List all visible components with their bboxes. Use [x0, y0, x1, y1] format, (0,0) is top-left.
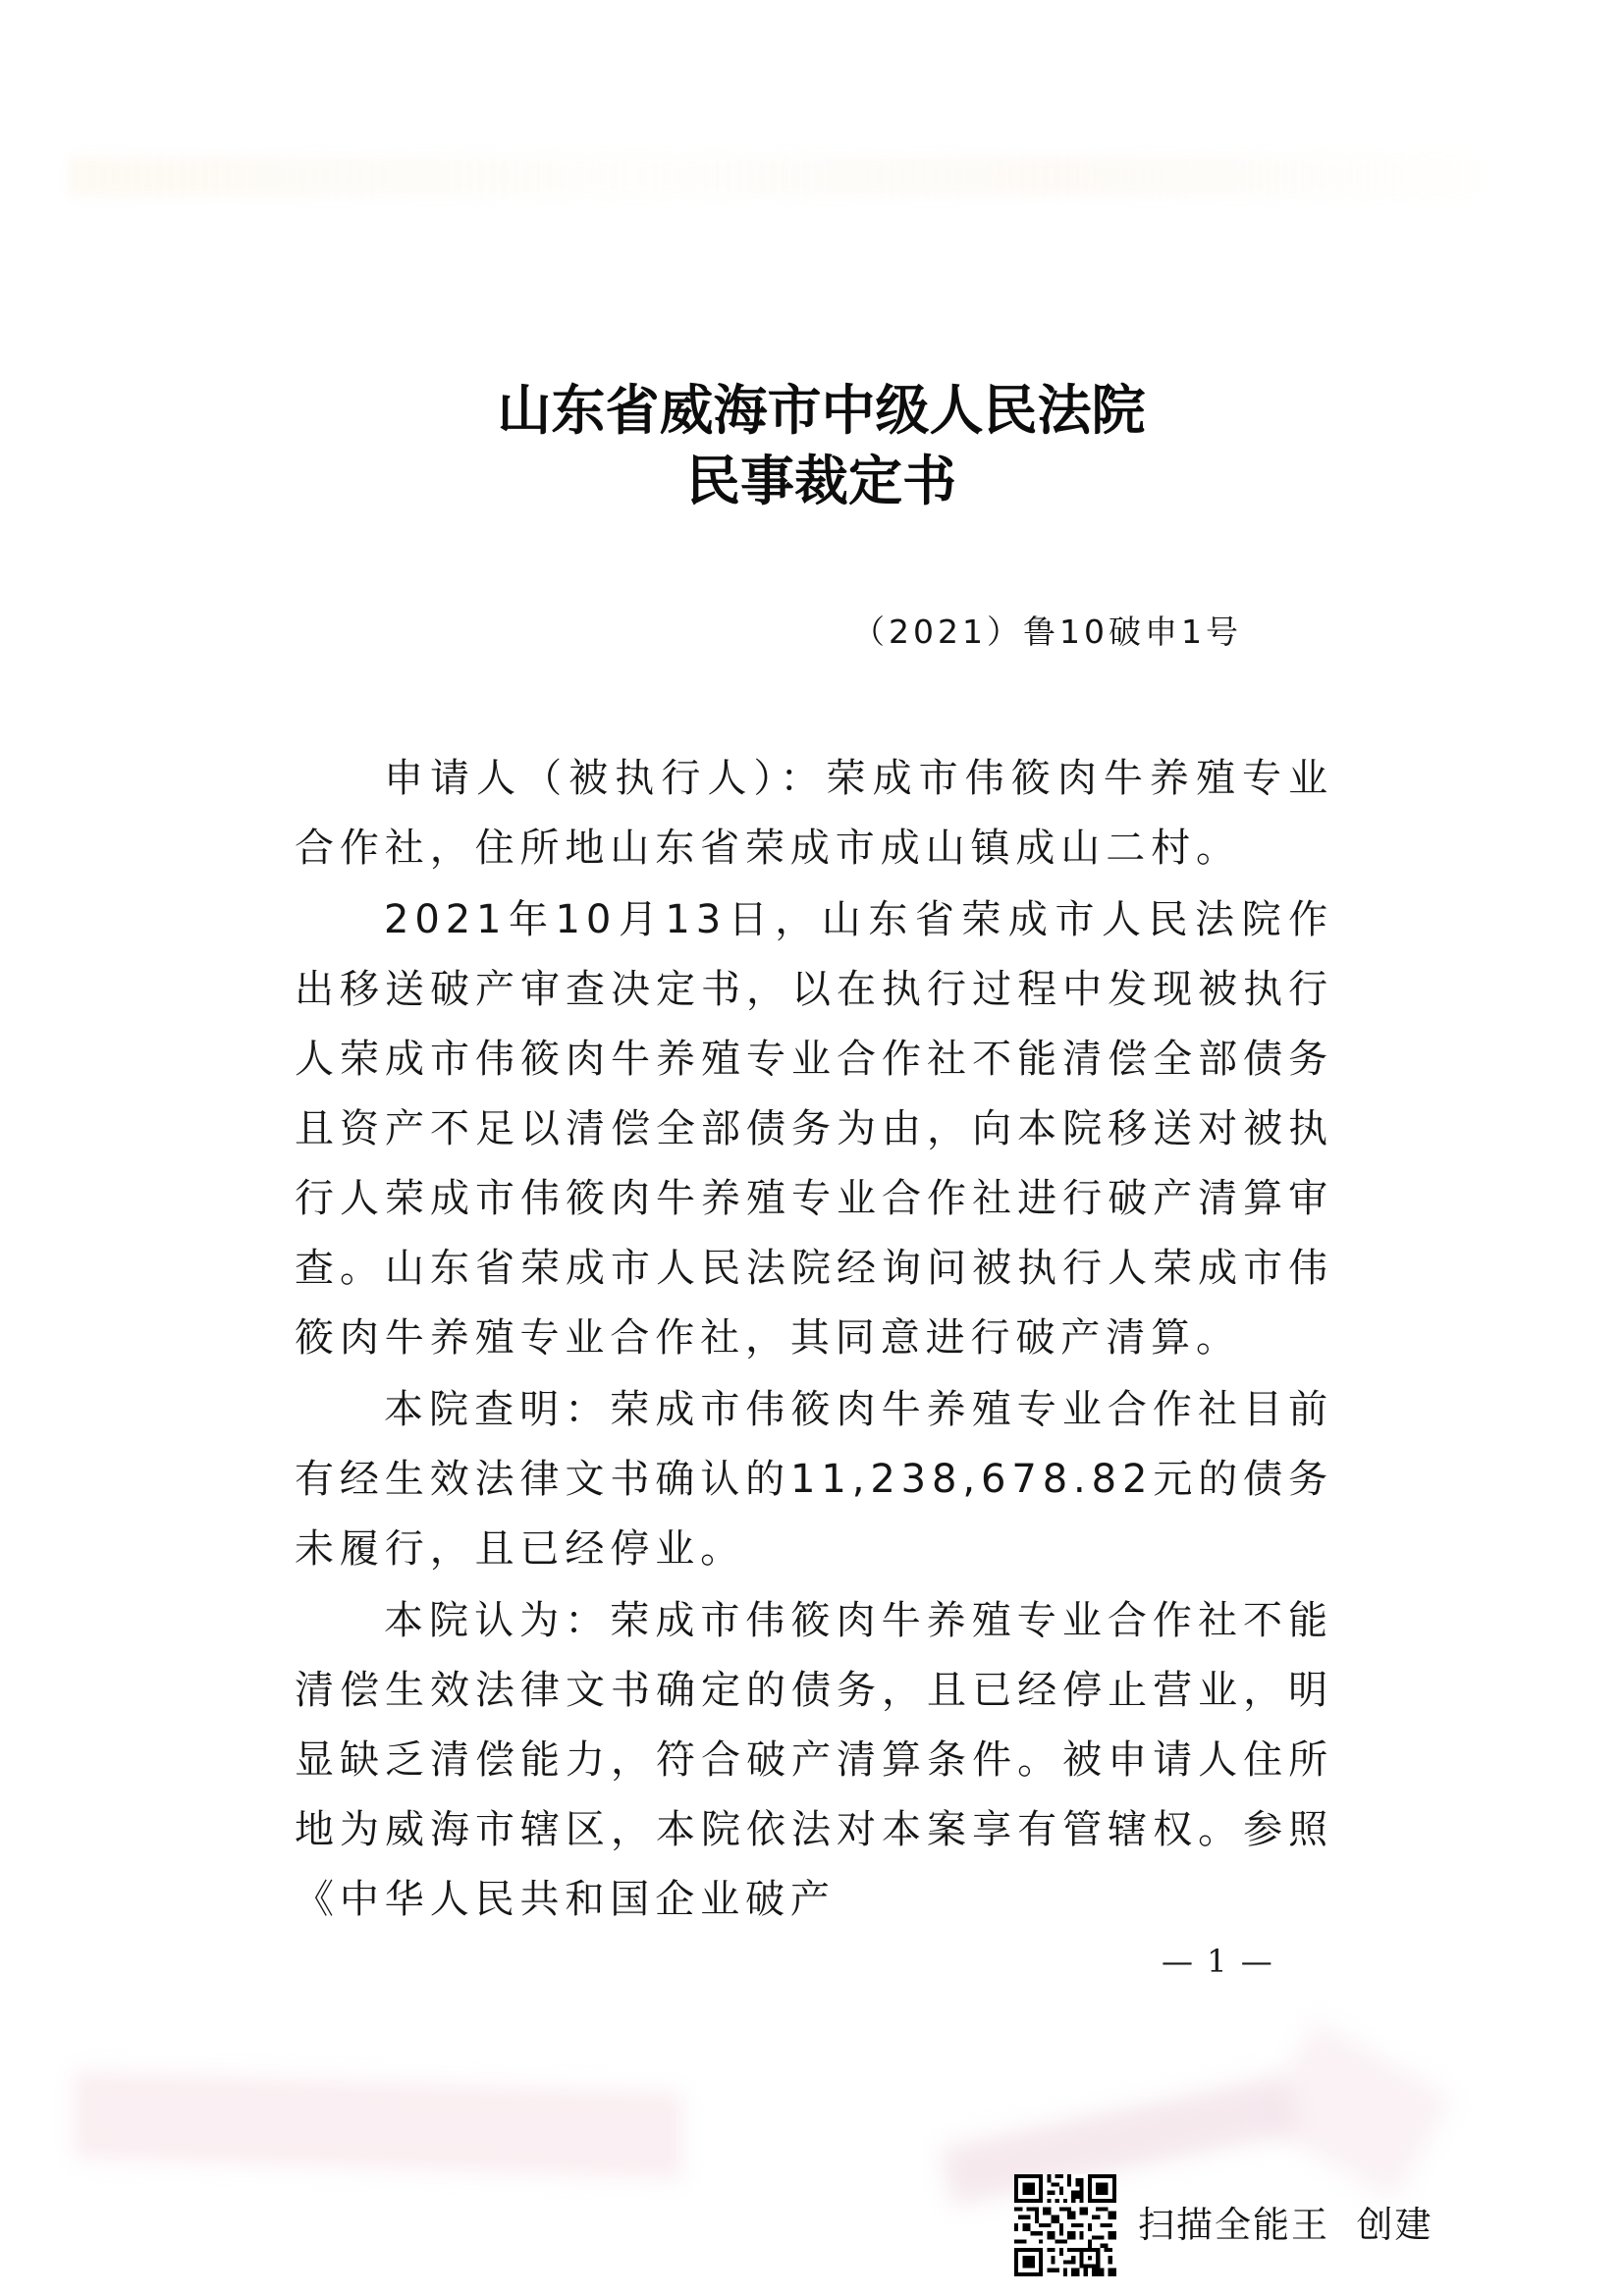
qr-code-icon — [1014, 2174, 1116, 2276]
watermark-label: 扫描全能王 创建 — [1138, 2204, 1434, 2246]
paragraph-court-opinion: 本院认为：荣成市伟筱肉牛养殖专业合作社不能清偿生效法律文书确定的债务，且已经停止营业，明显缺乏清偿能力，符合破产清算条件。被申请人住所地为威海市辖区，本院依法对本案享有管辖权。参照《中华人民共和国企业破产 — [295, 1598, 1333, 1922]
page-number: — 1 — — [1162, 1943, 1274, 1980]
paragraph-findings: 本院查明：荣成市伟筱肉牛养殖专业合作社目前有经生效法律文书确认的11,238,678.82元的债务未履行，且已经停业。 — [295, 1387, 1333, 1572]
court-name-title: 山东省威海市中级人民法院 — [497, 378, 1146, 442]
document-type-title: 民事裁定书 — [685, 449, 956, 512]
case-number: （2021）鲁10破申1号 — [852, 613, 1242, 651]
paragraph-background: 2021年10月13日，山东省荣成市人民法院作出移送破产审查决定书，以在执行过程中发现被执行人荣成市伟筱肉牛养殖专业合作社不能清偿全部债务且资产不足以清偿全部债务为由，向本院移送对被执行人荣成市伟筱肉牛养殖专业合作社进行破产清算审查。山东省荣成市人民法院经询问被执行人荣成市伟筱肉牛养殖专业合作社，其同意进行破产清算。 — [295, 897, 1333, 1361]
scan-artifact — [69, 157, 1483, 196]
document-body — [295, 744, 1333, 1937]
paragraph-applicant: 申请人（被执行人）：荣成市伟筱肉牛养殖专业合作社，住所地山东省荣成市成山镇成山二村。 — [295, 756, 1333, 871]
scan-artifact — [74, 2070, 682, 2180]
scanner-watermark — [1014, 2173, 1434, 2277]
